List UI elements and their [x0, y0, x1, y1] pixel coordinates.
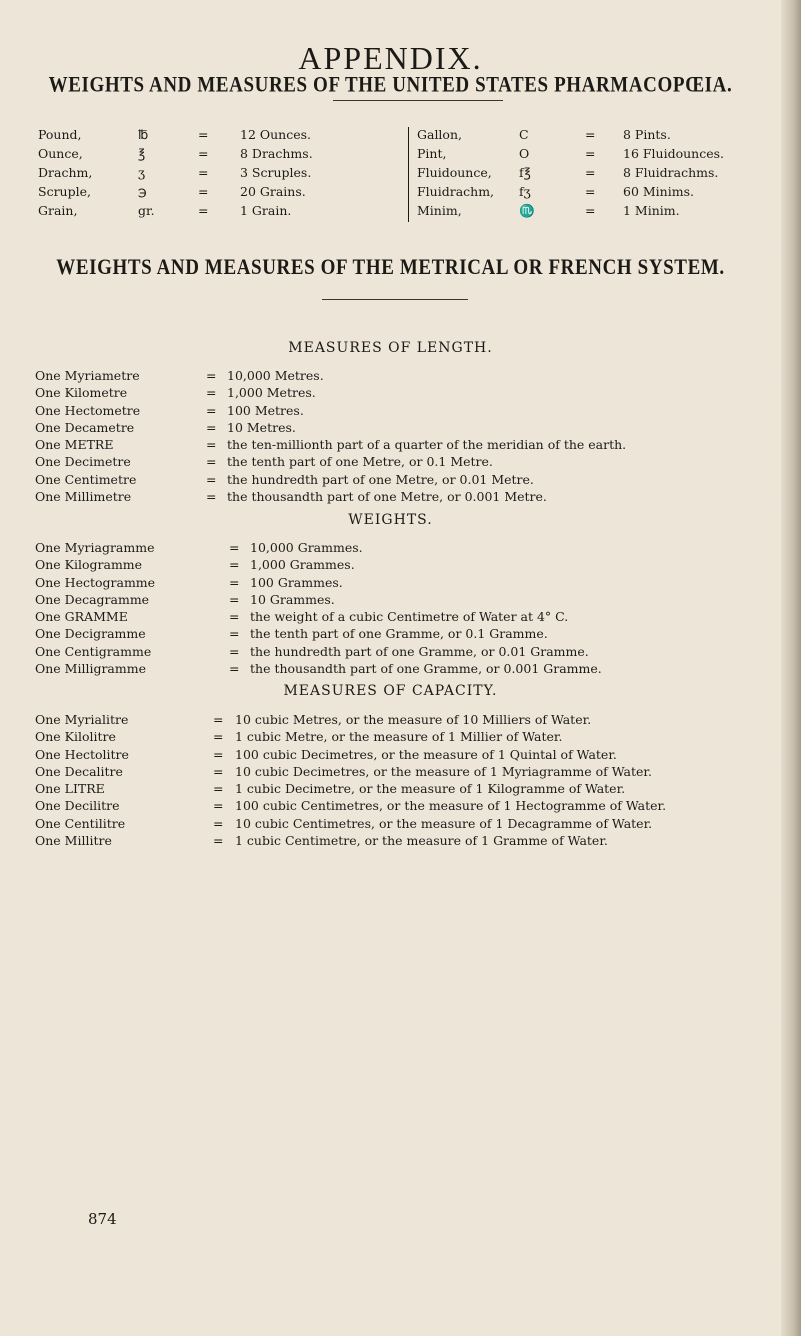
unit-definition: 10 cubic Centimetres, or the measure of 1 Decagramme of Water.	[235, 815, 653, 831]
unit-definition: 10 cubic Metres, or the measure of 10 Milliers of Water.	[235, 712, 592, 727]
capacity-row	[35, 833, 780, 850]
measure-name: Gallon,	[417, 127, 462, 142]
equals-sign: =	[198, 203, 209, 218]
equals-sign: =	[213, 815, 224, 831]
capacity-row	[35, 747, 780, 764]
page-title: APPENDIX.	[298, 40, 483, 76]
unit-name: One Myrialitre	[35, 712, 129, 727]
weight-row	[35, 575, 780, 592]
measure-value: 8 Pints.	[623, 127, 671, 142]
unit-name: One Hectometre	[35, 402, 141, 418]
equals-sign: =	[206, 385, 217, 401]
unit-name: One Kilolitre	[35, 729, 116, 745]
equals-sign: =	[585, 127, 596, 142]
unit-definition: 10,000 Grammes.	[250, 540, 363, 555]
us-table	[38, 127, 778, 222]
unit-name: One Decilitre	[35, 798, 120, 814]
measure-name: Fluidounce,	[417, 165, 492, 180]
equals-sign: =	[229, 574, 240, 590]
equals-sign: =	[213, 729, 224, 745]
equals-sign: =	[206, 368, 217, 383]
weight-row	[35, 661, 780, 678]
us-table-row	[38, 184, 778, 203]
unit-definition: the thousandth part of one Gramme, or 0.001 Gramme.	[250, 661, 602, 677]
capacity-row	[35, 712, 780, 729]
equals-sign: =	[213, 798, 224, 814]
unit-definition: 1 cubic Metre, or the measure of 1 Millier of Water.	[235, 729, 563, 745]
unit-name: One Decagramme	[35, 591, 150, 607]
length-row	[35, 368, 780, 385]
unit-definition: 1 cubic Decimetre, or the measure of 1 Kilogramme of Water.	[235, 781, 626, 797]
unit-name: One Myriagramme	[35, 540, 155, 555]
apothecary-symbol: ♏	[519, 203, 535, 218]
unit-name: One Decalitre	[35, 763, 123, 779]
weight-value: 12 Ounces.	[240, 127, 312, 142]
equals-sign: =	[206, 489, 217, 505]
unit-definition: 100 cubic Decimetres, or the measure of 1 Quintal of Water.	[235, 746, 617, 762]
unit-definition: 1,000 Metres.	[227, 385, 316, 401]
equals-sign: =	[229, 626, 240, 642]
length-row	[35, 454, 780, 471]
unit-definition: 1 cubic Centimetre, or the measure of 1 Gramme of Water.	[235, 833, 608, 849]
capacity-heading: MEASURES OF CAPACITY.	[283, 683, 498, 699]
apothecary-symbol: ℥	[138, 146, 146, 161]
weights-table	[35, 540, 780, 678]
unit-definition: 100 Metres.	[227, 402, 304, 418]
unit-definition: the thousandth part of one Metre, or 0.001 Metre.	[227, 489, 547, 505]
unit-name: One Decigramme	[35, 626, 146, 642]
unit-name: One Centilitre	[35, 815, 126, 831]
weight-row	[35, 592, 780, 609]
equals-sign: =	[206, 454, 217, 470]
equals-sign: =	[198, 146, 209, 161]
unit-name: One LITRE	[35, 781, 105, 797]
weight-row	[35, 557, 780, 574]
apothecary-symbol: ℔	[138, 127, 149, 142]
measure-value: 60 Minims.	[623, 184, 694, 199]
weight-row	[35, 609, 780, 626]
unit-definition: 1,000 Grammes.	[250, 557, 355, 573]
metric-divider	[322, 299, 468, 300]
equals-sign: =	[585, 165, 596, 180]
unit-definition: 10 cubic Decimetres, or the measure of 1 Myriagramme of Water.	[235, 763, 652, 779]
apothecary-symbol: C	[519, 127, 529, 142]
equals-sign: =	[229, 643, 240, 659]
unit-name: One Centimetre	[35, 471, 137, 487]
equals-sign: =	[206, 402, 217, 418]
unit-name: One Millitre	[35, 833, 112, 849]
capacity-table	[35, 712, 780, 850]
length-heading: MEASURES OF LENGTH.	[288, 340, 493, 356]
unit-definition: 10,000 Metres.	[227, 368, 324, 383]
capacity-row	[35, 781, 780, 798]
apothecary-symbol: gr.	[138, 203, 155, 218]
equals-sign: =	[206, 437, 217, 453]
equals-sign: =	[229, 557, 240, 573]
page-number: 874	[88, 1210, 117, 1228]
weight-row	[35, 540, 780, 557]
capacity-row	[35, 816, 780, 833]
weight-row	[35, 626, 780, 643]
weight-value: 1 Grain.	[240, 203, 292, 218]
equals-sign: =	[229, 661, 240, 677]
weight-row	[35, 644, 780, 661]
unit-name: One Hectogramme	[35, 574, 156, 590]
length-row	[35, 403, 780, 420]
weights-heading: WEIGHTS.	[348, 512, 433, 528]
weight-name: Drachm,	[38, 165, 93, 180]
unit-name: One Milligramme	[35, 661, 146, 677]
unit-name: One Centigramme	[35, 643, 152, 659]
apothecary-symbol: fʒ	[519, 184, 531, 199]
equals-sign: =	[198, 184, 209, 199]
unit-name: One Decimetre	[35, 454, 131, 470]
measure-name: Minim,	[417, 203, 462, 218]
weight-value: 20 Grains.	[240, 184, 306, 199]
unit-name: One Decametre	[35, 419, 135, 435]
measure-value: 8 Fluidrachms.	[623, 165, 719, 180]
measure-value: 16 Fluidounces.	[623, 146, 725, 161]
us-pharmacopoeia-heading: WEIGHTS AND MEASURES OF THE UNITED STATES PHARMACOPŒIA.	[48, 73, 733, 98]
equals-sign: =	[213, 833, 224, 849]
page-edge-shadow	[781, 0, 801, 1336]
title-divider	[333, 100, 503, 101]
equals-sign: =	[213, 746, 224, 762]
unit-name: One Kilogramme	[35, 557, 143, 573]
metric-system-heading: WEIGHTS AND MEASURES OF THE METRICAL OR FRENCH SYSTEM.	[56, 255, 725, 280]
unit-definition: 100 cubic Centimetres, or the measure of 1 Hectogramme of Water.	[235, 798, 667, 814]
length-table	[35, 368, 780, 506]
unit-name: One Millimetre	[35, 489, 132, 505]
equals-sign: =	[229, 591, 240, 607]
unit-definition: the tenth part of one Gramme, or 0.1 Gramme.	[250, 626, 548, 642]
us-table-row	[38, 165, 778, 184]
unit-name: One Kilometre	[35, 385, 128, 401]
capacity-row	[35, 764, 780, 781]
us-table-row	[38, 146, 778, 165]
weight-value: 8 Drachms.	[240, 146, 313, 161]
unit-definition: the hundredth part of one Metre, or 0.01 Metre.	[227, 471, 534, 487]
measure-name: Pint,	[417, 146, 447, 161]
equals-sign: =	[229, 609, 240, 625]
us-table-row	[38, 203, 778, 222]
unit-definition: the weight of a cubic Centimetre of Water at 4° C.	[250, 609, 569, 625]
unit-definition: the ten-millionth part of a quarter of the meridian of the earth.	[227, 437, 627, 453]
unit-definition: the tenth part of one Metre, or 0.1 Metre.	[227, 454, 493, 470]
weight-value: 3 Scruples.	[240, 165, 312, 180]
equals-sign: =	[585, 203, 596, 218]
equals-sign: =	[213, 712, 224, 727]
unit-name: One Myriametre	[35, 368, 140, 383]
apothecary-symbol: O	[519, 146, 530, 161]
us-table-row	[38, 127, 778, 146]
unit-definition: 10 Grammes.	[250, 591, 335, 607]
equals-sign: =	[206, 471, 217, 487]
equals-sign: =	[206, 419, 217, 435]
length-row	[35, 420, 780, 437]
length-row	[35, 472, 780, 489]
unit-name: One GRAMME	[35, 609, 128, 625]
weight-name: Ounce,	[38, 146, 83, 161]
equals-sign: =	[198, 165, 209, 180]
capacity-row	[35, 798, 780, 815]
unit-definition: the hundredth part of one Gramme, or 0.01 Gramme.	[250, 643, 589, 659]
weight-name: Scruple,	[38, 184, 91, 199]
length-row	[35, 385, 780, 402]
apothecary-symbol: ℈	[138, 184, 147, 199]
equals-sign: =	[213, 763, 224, 779]
unit-name: One METRE	[35, 437, 114, 453]
weight-name: Pound,	[38, 127, 82, 142]
length-row	[35, 489, 780, 506]
apothecary-symbol: ʒ	[138, 165, 146, 180]
unit-definition: 100 Grammes.	[250, 574, 343, 590]
length-row	[35, 437, 780, 454]
apothecary-symbol: f℥	[519, 165, 531, 180]
equals-sign: =	[585, 184, 596, 199]
equals-sign: =	[198, 127, 209, 142]
unit-definition: 10 Metres.	[227, 419, 296, 435]
equals-sign: =	[585, 146, 596, 161]
measure-name: Fluidrachm,	[417, 184, 495, 199]
capacity-row	[35, 729, 780, 746]
measure-value: 1 Minim.	[623, 203, 680, 218]
equals-sign: =	[229, 540, 240, 555]
equals-sign: =	[213, 781, 224, 797]
unit-name: One Hectolitre	[35, 746, 129, 762]
weight-name: Grain,	[38, 203, 78, 218]
